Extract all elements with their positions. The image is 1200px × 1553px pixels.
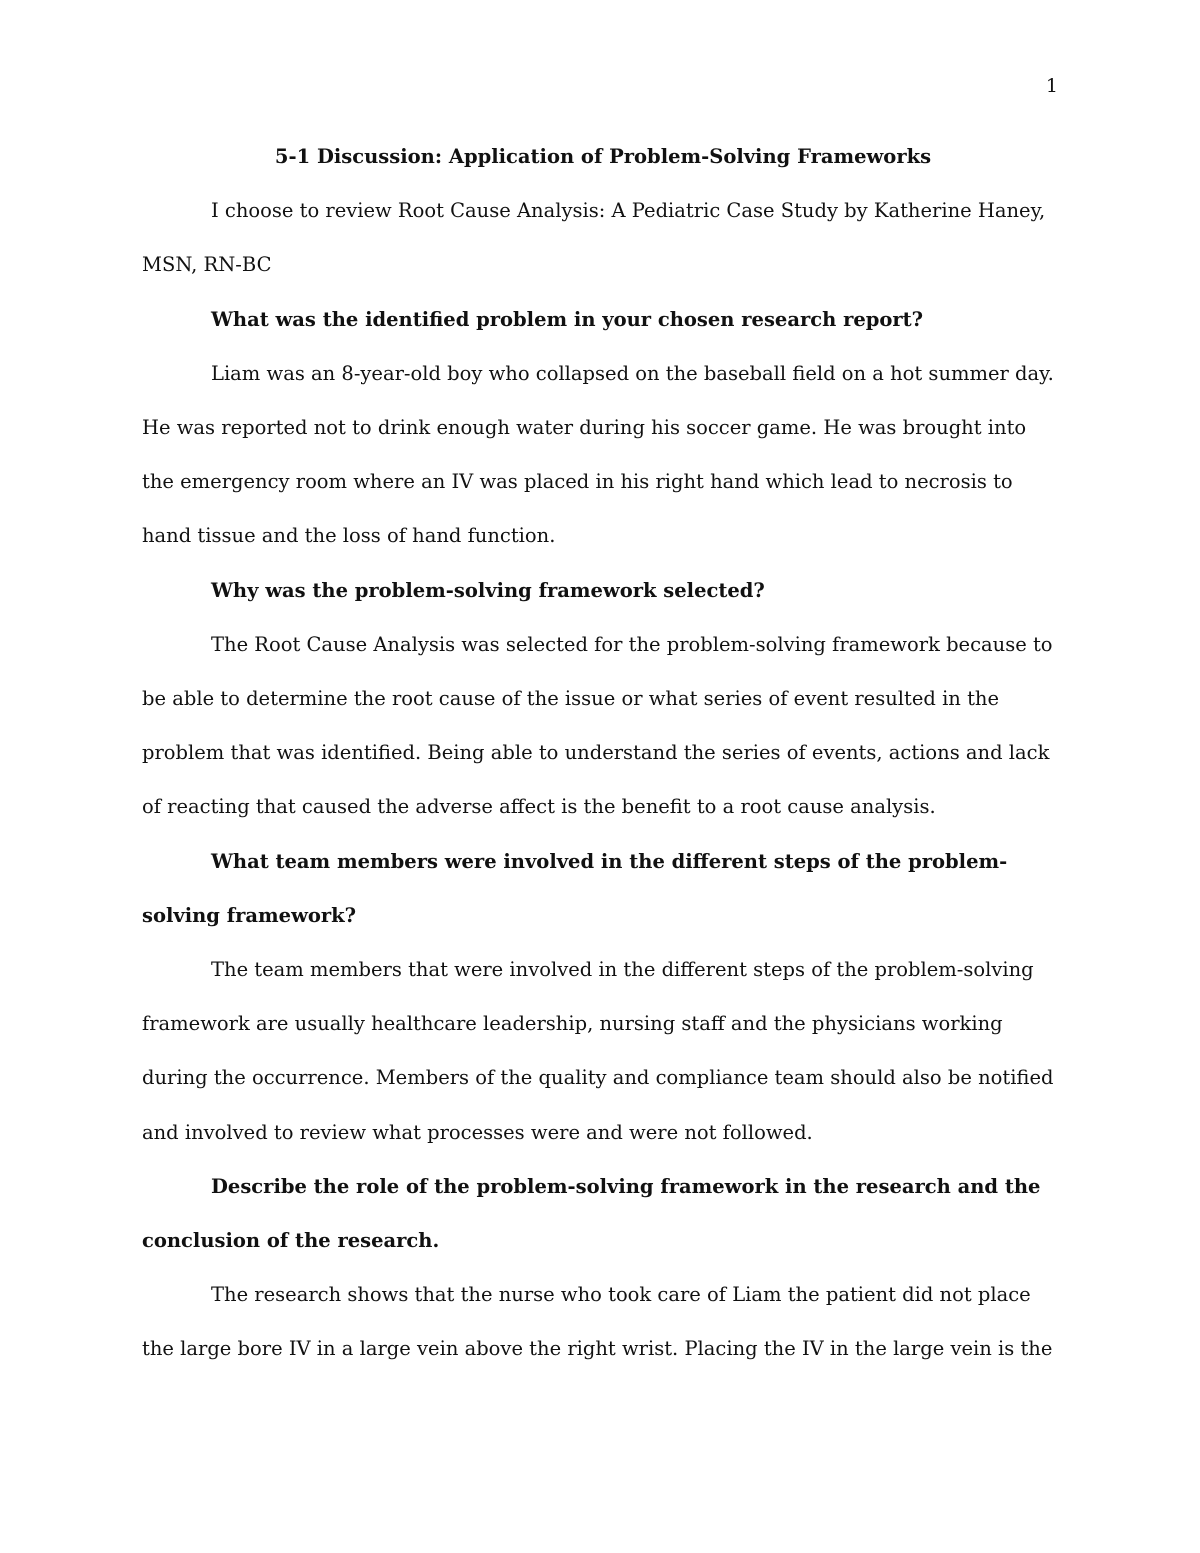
section-heading-framework-selected: Why was the problem-solving framework selected? <box>211 578 765 602</box>
section-paragraph-framework-selected: The Root Cause Analysis was selected for the problem-solving framework because to be able to determine the root cause of the issue or what series of event resulted in the problem that was identified. Being able to understand the series of events, actions and lack of reacting that caused the adverse affect is the benefit to a root cause analysis. <box>142 632 1053 819</box>
section-paragraph-framework-role: The research shows that the nurse who took care of Liam the patient did not place the large bore IV in a large vein above the right wrist. Placing the IV in the large vein is the <box>142 1283 1053 1361</box>
section-heading-team-members: What team members were involved in the different steps of the problem-solving framework? <box>142 849 1008 927</box>
section-paragraph-team-members: The team members that were involved in the different steps of the problem-solving framework are usually healthcare leadership, nursing staff and the physicians working during the occurrence. Members of the quality and compliance team should also be notified and involved to review what processes were and were not followed. <box>142 958 1054 1144</box>
page-number: 1 <box>1045 75 1058 97</box>
section-heading-identified-problem: What was the identified problem in your chosen research report? <box>211 307 924 331</box>
section-heading-framework-role: Describe the role of the problem-solving framework in the research and the conclusion of the research. <box>142 1174 1041 1253</box>
document-body <box>142 130 1064 1377</box>
section-paragraph-identified-problem: Liam was an 8-year-old boy who collapsed on the baseball field on a hot summer day. He was reported not to drink enough water during his soccer game. He was brought into the emergency room where an IV was placed in his right hand which lead to necrosis to hand tissue and the loss of hand function. <box>142 361 1054 548</box>
intro-paragraph: I choose to review Root Cause Analysis: A Pediatric Case Study by Katherine Haney, MSN, RN-BC <box>142 199 1046 277</box>
document-title: 5-1 Discussion: Application of Problem-Solving Frameworks <box>274 145 932 168</box>
